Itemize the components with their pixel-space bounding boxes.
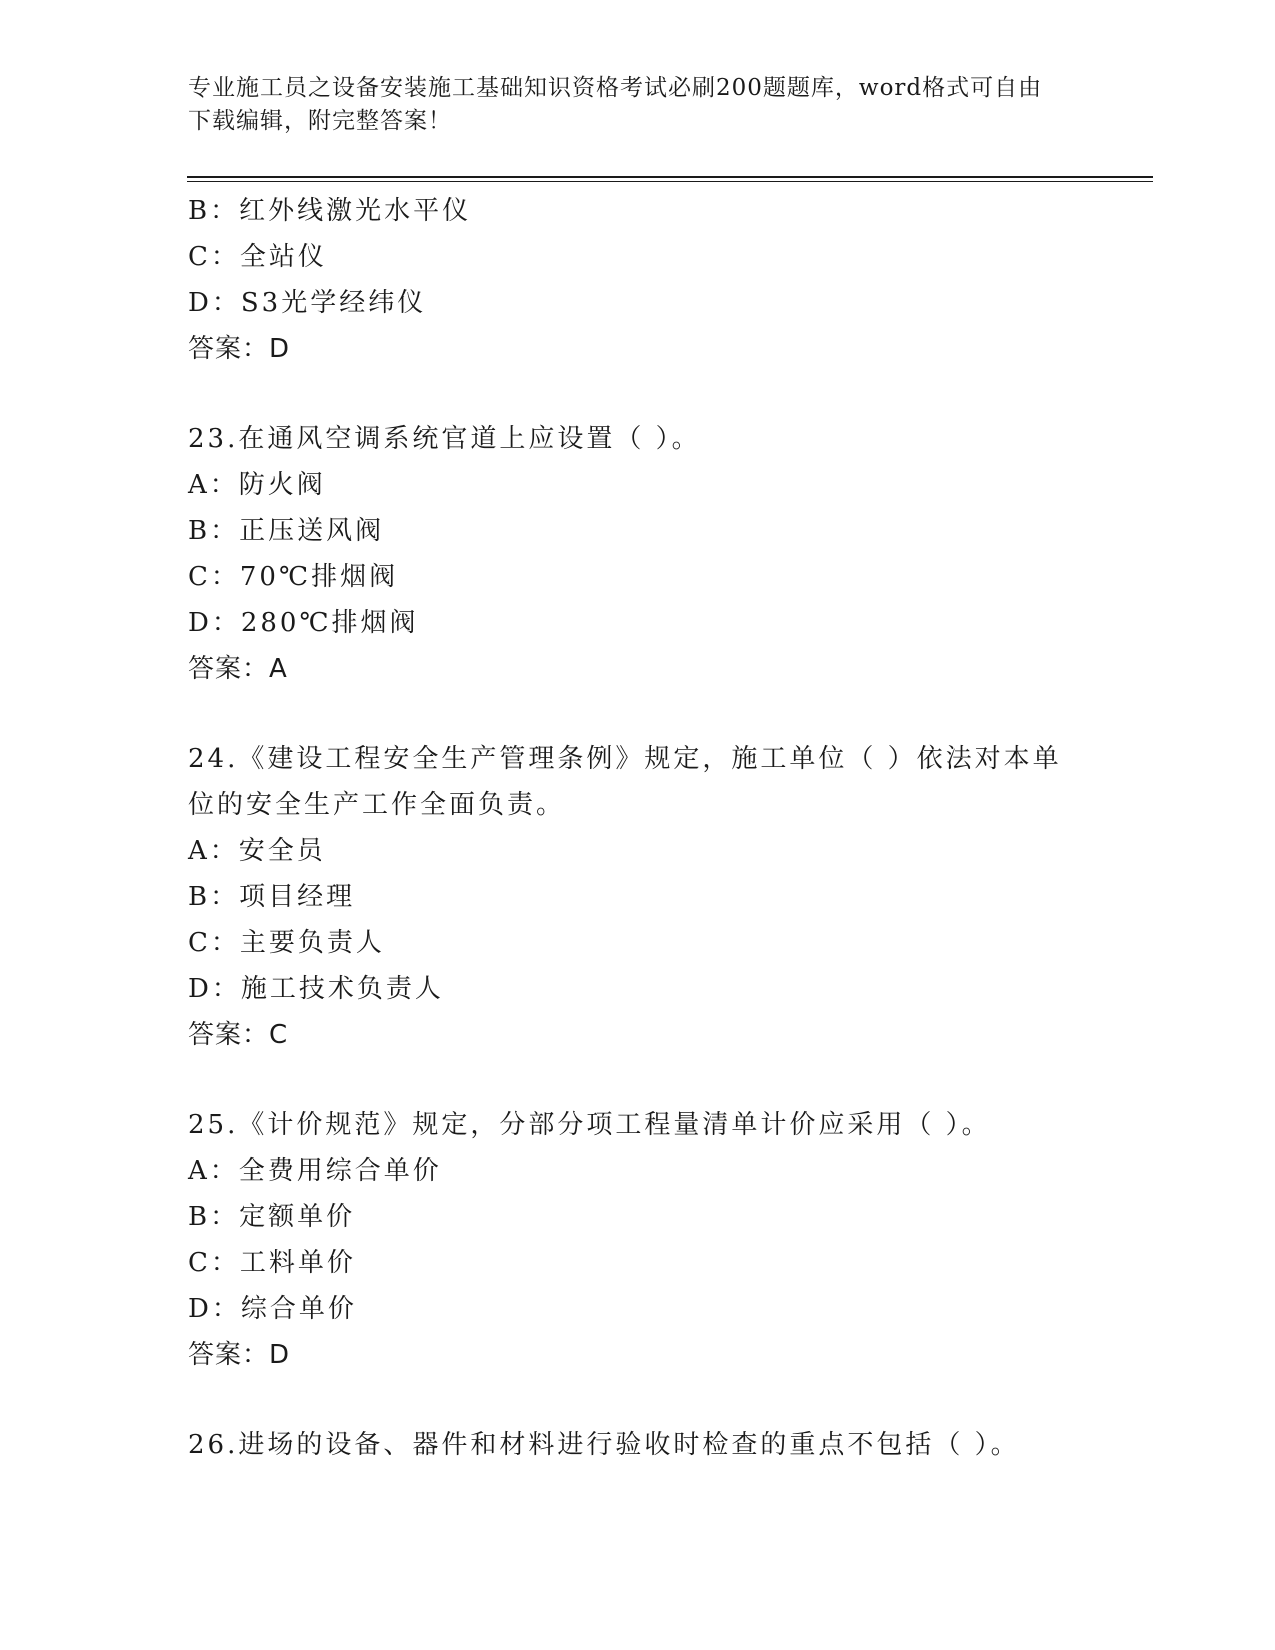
question-stem: 26.进场的设备、器件和材料进行验收时检查的重点不包括（ ）。	[188, 1430, 1020, 1460]
question-stem: 25.《计价规范》规定，分部分项工程量清单计价应采用（ ）。	[188, 1110, 991, 1140]
option-b: B：红外线激光水平仪	[188, 196, 472, 226]
option-d: D：综合单价	[188, 1294, 357, 1324]
question-content	[188, 188, 1088, 1468]
answer-line: 答案：C	[188, 1020, 289, 1050]
option-b: B：正压送风阀	[188, 516, 385, 546]
answer-line: 答案：D	[188, 1340, 291, 1370]
header-line-2: 下载编辑，附完整答案！	[188, 108, 452, 134]
answer-line: 答案：D	[188, 334, 291, 364]
option-a: A：全费用综合单价	[188, 1156, 442, 1186]
option-d: D：S3光学经纬仪	[188, 288, 427, 318]
spacer	[188, 1378, 1088, 1422]
spacer	[188, 692, 1088, 736]
question-24	[188, 736, 1088, 1058]
question-23	[188, 416, 1088, 692]
option-d: D：280℃排烟阀	[188, 608, 419, 638]
option-a: A：安全员	[188, 836, 326, 866]
question-stem-line-1: 24.《建设工程安全生产管理条例》规定，施工单位（ ）依法对本单	[188, 744, 1062, 774]
question-25	[188, 1102, 1088, 1378]
option-b: B：定额单价	[188, 1202, 356, 1232]
question-22	[188, 188, 1088, 372]
answer-line: 答案：A	[188, 654, 288, 684]
option-c: C：全站仪	[188, 242, 327, 272]
option-b: B：项目经理	[188, 882, 356, 912]
question-stem: 23.在通风空调系统官道上应设置（ ）。	[188, 424, 701, 454]
option-c: C：70℃排烟阀	[188, 562, 399, 592]
spacer	[188, 1058, 1088, 1102]
header-rule-thin	[187, 181, 1153, 182]
option-d: D：施工技术负责人	[188, 974, 444, 1004]
option-a: A：防火阀	[188, 470, 326, 500]
header-rule-thick	[187, 176, 1153, 178]
option-c: C：主要负责人	[188, 928, 385, 958]
question-stem-line-2: 位的安全生产工作全面负责。	[188, 790, 566, 820]
spacer	[188, 372, 1088, 416]
header-line-1: 专业施工员之设备安装施工基础知识资格考试必刷200题题库，word格式可自由	[188, 75, 1043, 101]
option-c: C：工料单价	[188, 1248, 356, 1278]
question-26	[188, 1422, 1088, 1468]
document-header	[188, 72, 1068, 138]
